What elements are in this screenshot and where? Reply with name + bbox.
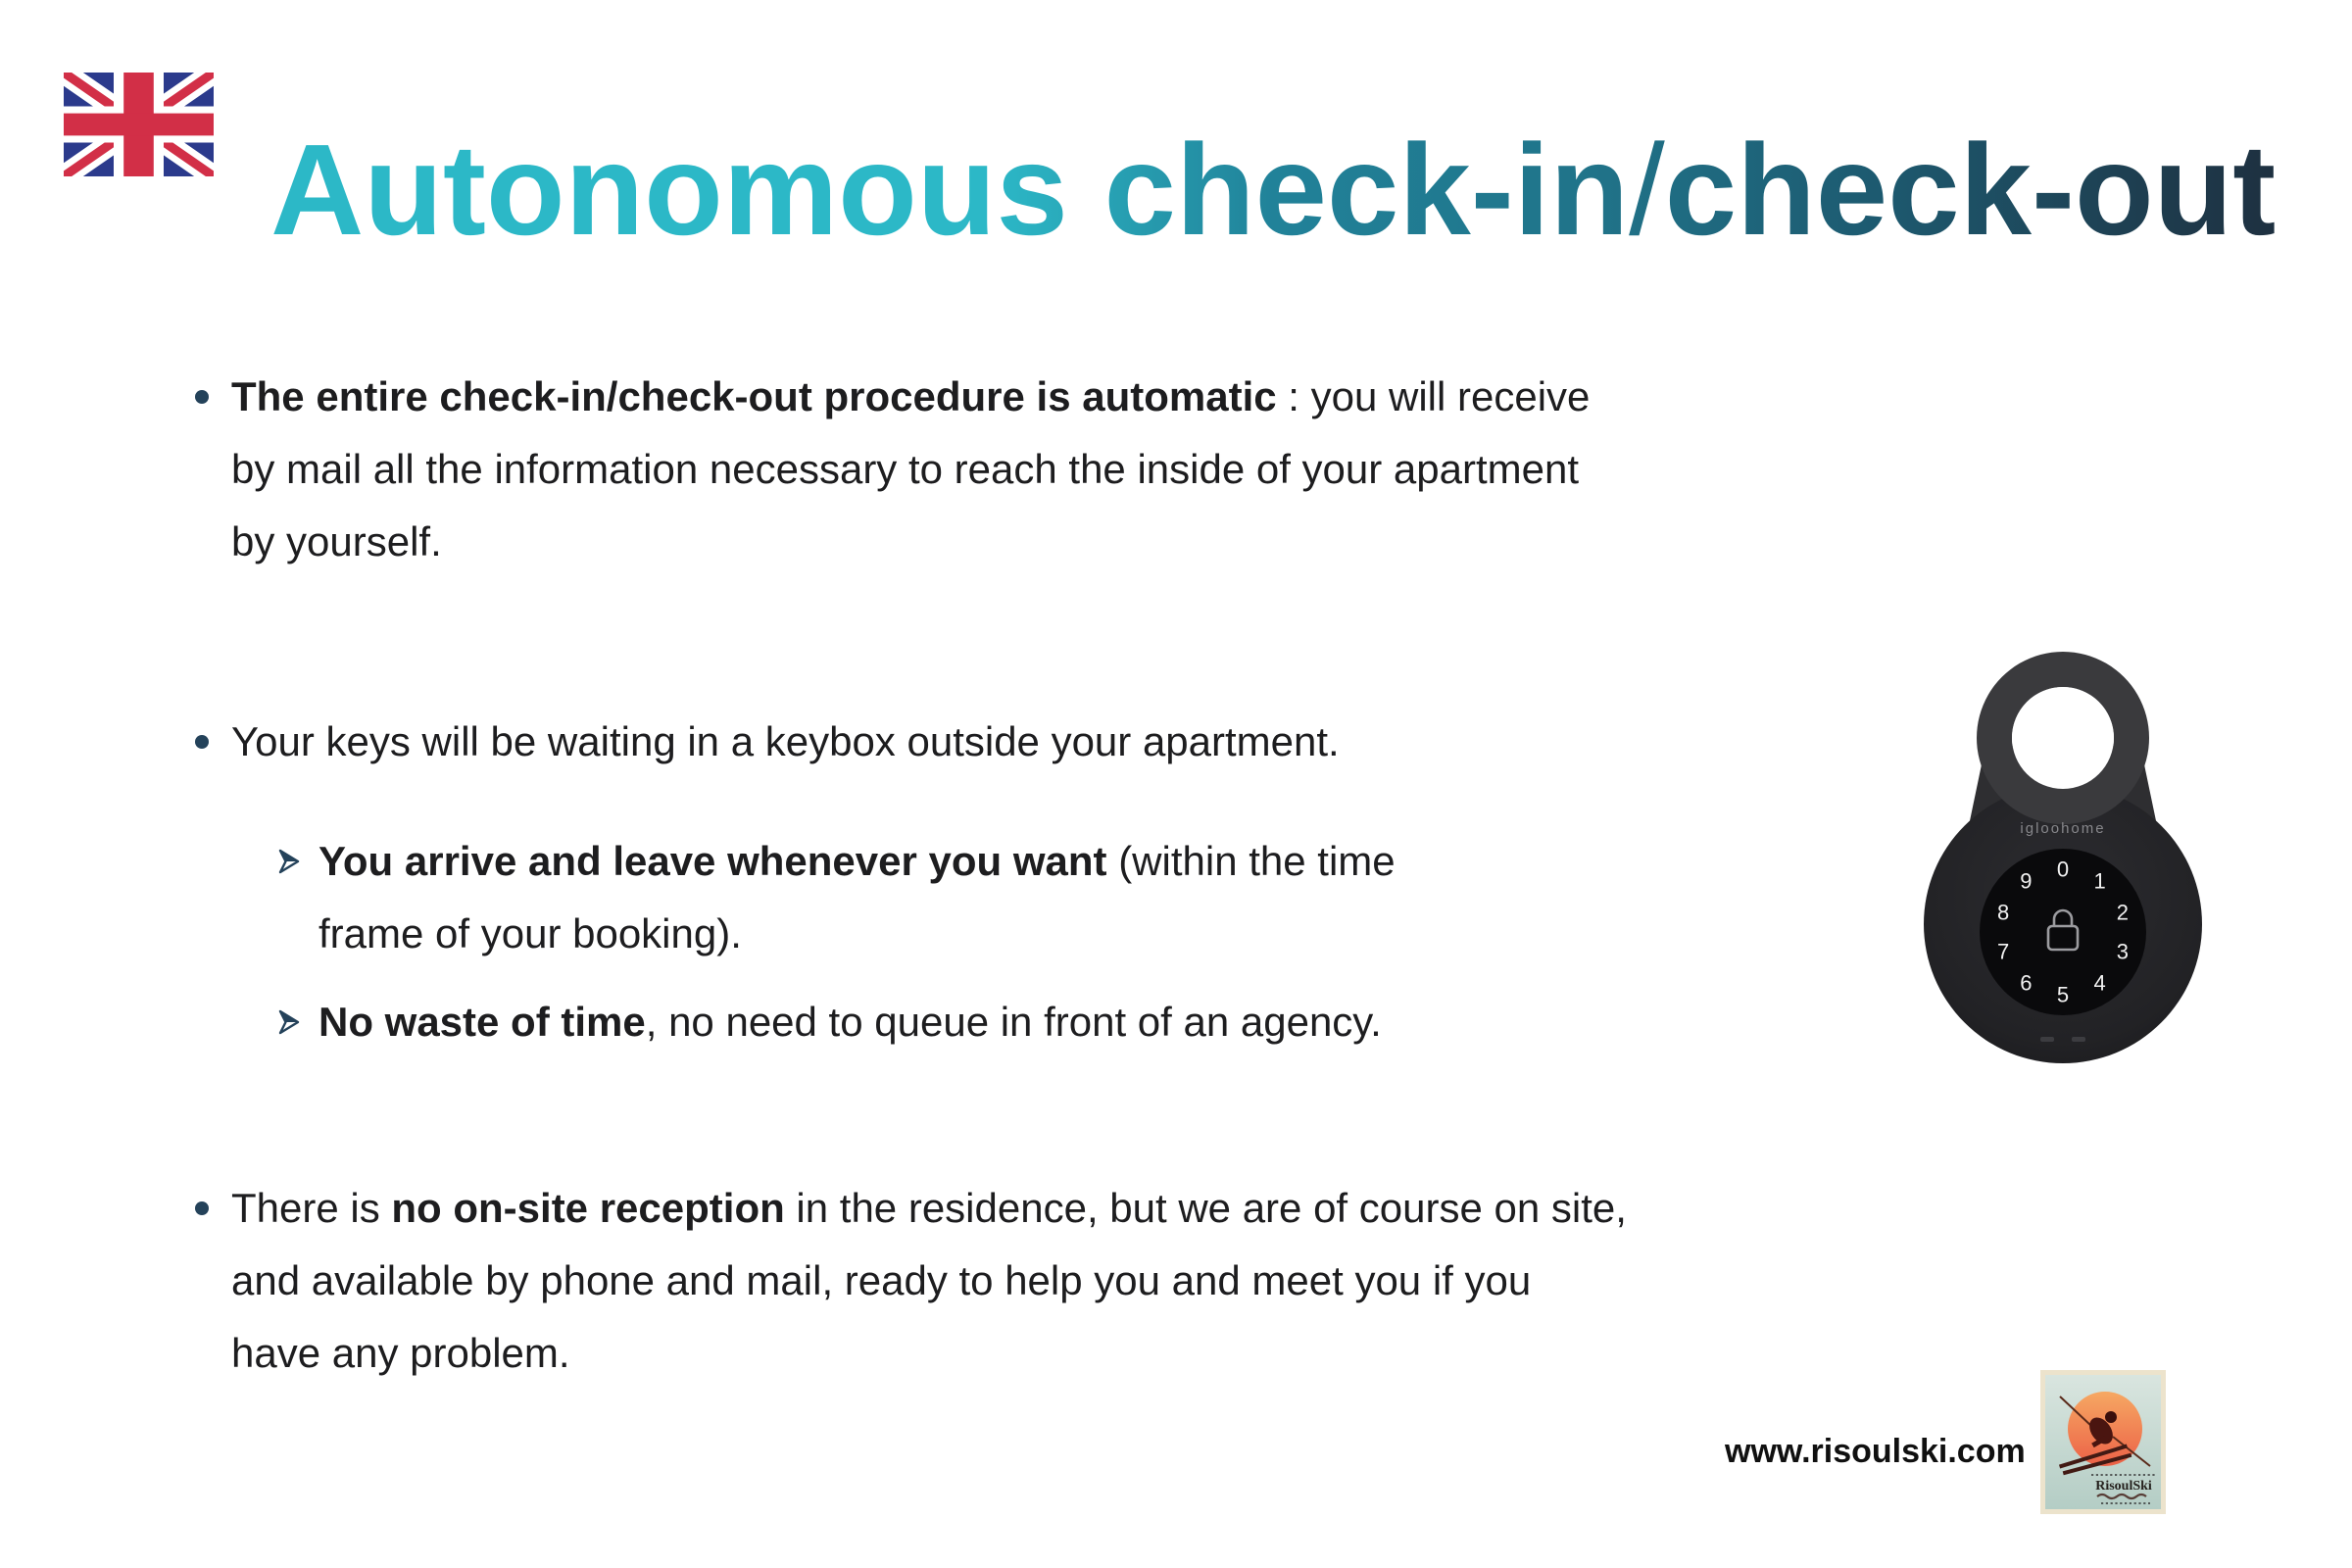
bullet3-line3: have any problem. (231, 1330, 570, 1376)
keypad-digit: 0 (2056, 857, 2070, 882)
keypad-digit: 2 (2116, 900, 2130, 925)
bullet1-rest-text: : you will receive (1276, 373, 1591, 419)
bullet-icon (195, 1201, 209, 1215)
keypad-digit: 4 (2093, 970, 2106, 996)
bullet3-pre-text: There is (231, 1185, 392, 1231)
risoulski-logo (2040, 1370, 2166, 1514)
bullet-item-keys (195, 706, 1340, 778)
keybox-slot (2040, 1037, 2054, 1042)
arrow-bullet-icon (277, 849, 301, 874)
sub2-rest-text: , no need to queue in front of an agency. (645, 999, 1382, 1045)
bullet-icon (195, 735, 209, 749)
keybox-slot (2072, 1037, 2085, 1042)
bullet-icon (195, 390, 209, 404)
sub1-rest-text: (within the time (1106, 838, 1396, 884)
title-part-checkout: check-out (1664, 118, 2277, 263)
keypad-digit: 7 (1996, 939, 2010, 964)
keypad-digit: 9 (2020, 868, 2033, 894)
keybox-brand-text: igloohome (2020, 820, 2106, 837)
keybox-shackle-hole (2012, 687, 2114, 789)
sub1-bold-text: You arrive and leave whenever you want (318, 838, 1107, 884)
bullet3-rest-text: in the residence, but we are of course on site, (784, 1185, 1627, 1231)
bullet-item-reception (195, 1172, 1627, 1390)
sub-bullet-arrive (277, 825, 1396, 970)
sub1-line2: frame of your booking). (318, 910, 742, 956)
bullet2-text: Your keys will be waiting in a keybox outside your apartment. (231, 718, 1340, 764)
arrow-bullet-icon (277, 1009, 301, 1035)
page-title (270, 118, 2277, 263)
bullet1-bold-text: The entire check-in/check-out procedure is automatic (231, 373, 1277, 419)
keypad-digit: 6 (2020, 970, 2033, 996)
bullet3-line2: and available by phone and mail, ready to help you and meet you if you (231, 1257, 1532, 1303)
keypad-digit: 8 (1996, 900, 2010, 925)
keypad-digit: 1 (2093, 868, 2106, 894)
keypad-digit: 3 (2116, 939, 2130, 964)
bullet3-bold-text: no on-site reception (391, 1185, 785, 1231)
title-part-checkin: Autonomous check-in (270, 118, 1630, 263)
website-url: www.risoulski.com (1725, 1433, 2026, 1470)
title-slash: / (1629, 118, 1665, 263)
uk-flag-icon (64, 73, 214, 176)
sub2-bold-text: No waste of time (318, 999, 646, 1045)
bullet1-line2: by mail all the information necessary to reach the inside of your apartment (231, 446, 1580, 492)
keypad-digit: 5 (2056, 982, 2070, 1007)
sub-bullet-no-waste (277, 986, 1382, 1058)
bullet1-line3: by yourself. (231, 518, 442, 564)
logo-brand-text: RisoulSki (2095, 1479, 2152, 1494)
bullet-item-procedure (195, 361, 1590, 578)
keybox-image (1921, 640, 2205, 1066)
